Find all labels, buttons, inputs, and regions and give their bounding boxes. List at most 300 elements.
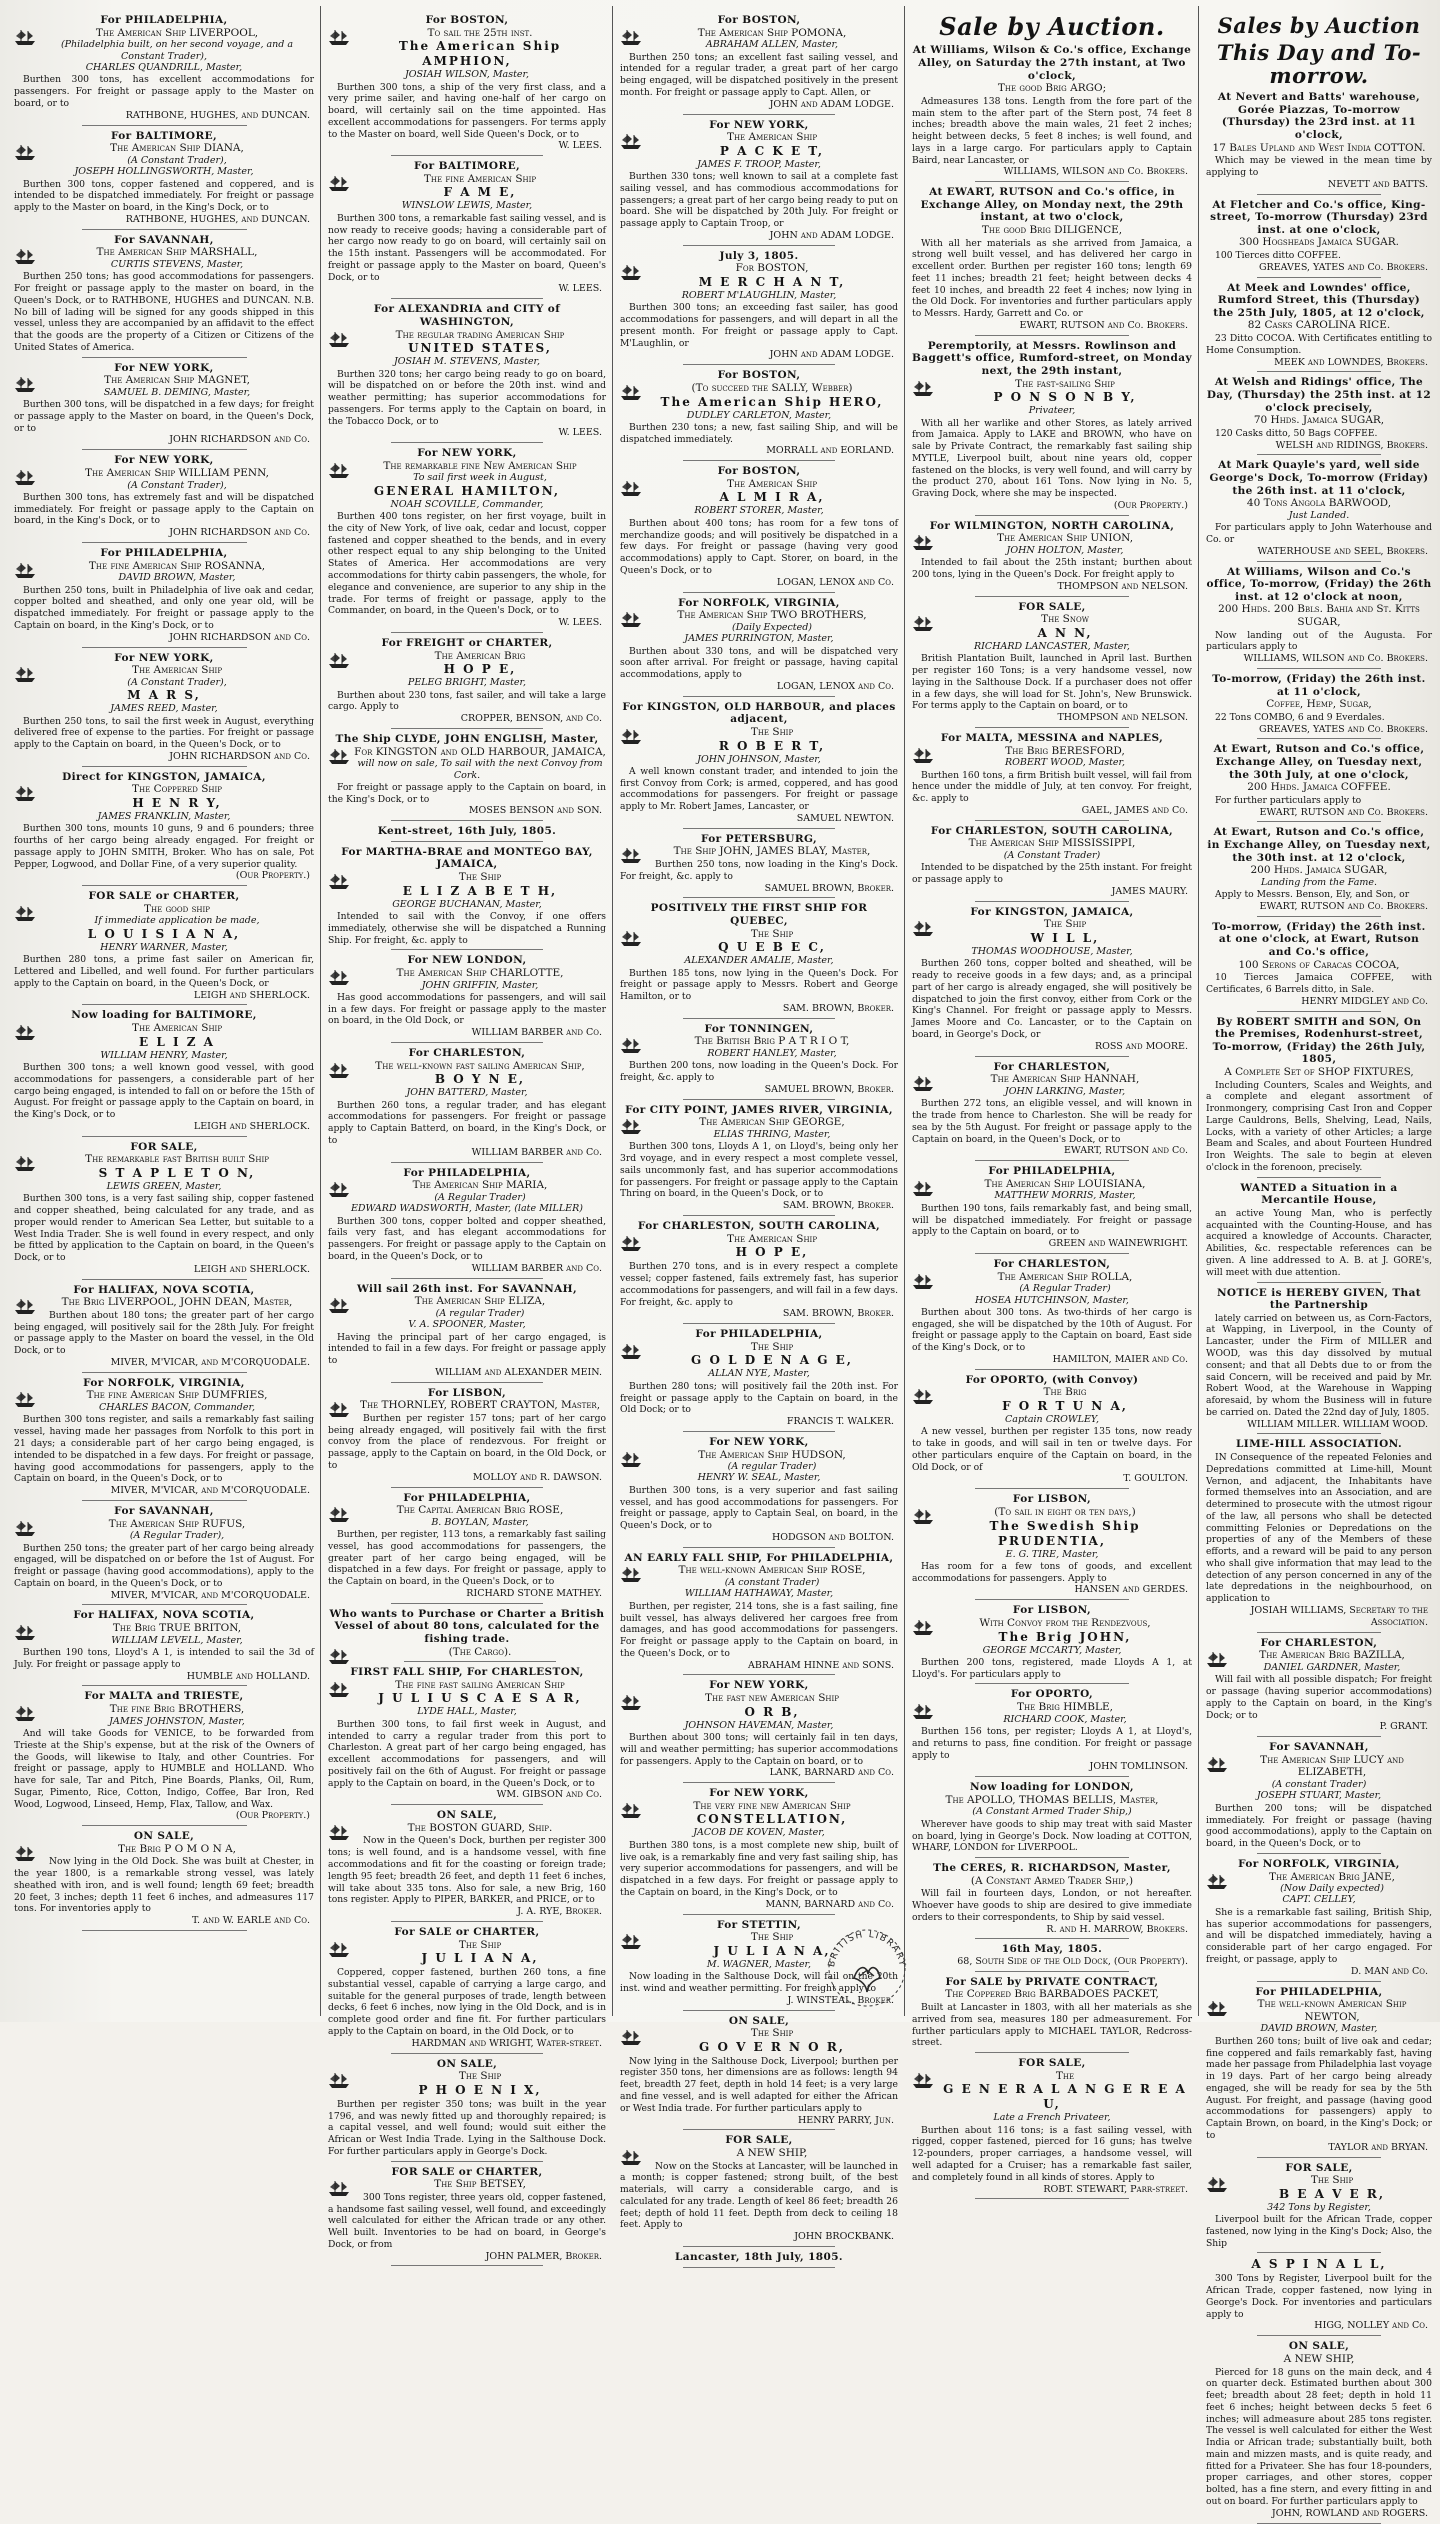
ad-divider	[975, 727, 1129, 728]
ad-heading: ON SALE,	[133, 1830, 195, 1843]
ad-vessel: 100 Serons of Caracas COCOA,	[1238, 958, 1400, 971]
advertisement	[912, 1781, 1192, 1858]
ad-heading: For BOSTON,	[717, 14, 801, 26]
ad-vessel: The American Ship GEORGE,	[699, 1116, 845, 1129]
ad-divider	[391, 949, 544, 950]
ad-vessel: The American Ship TWO BROTHERS,	[677, 609, 867, 622]
ship-icon	[912, 1180, 934, 1197]
ad-heading: For OPORTO,	[1010, 1688, 1094, 1701]
ad-body-text: an active Young Man, who is perfectly acquainted with the Counting-House, and has acquired a knowledge of Accounts. Character, Abilities, &c. respectable references can be given. A line addressed to A. B. at J. GORE's, will meet with due attention.	[1206, 1207, 1432, 1278]
column-rule	[320, 6, 321, 2016]
ad-divider	[1257, 668, 1381, 669]
advertisement	[1206, 1637, 1432, 1738]
ad-vessel: The Ship	[1043, 918, 1087, 931]
ad-master-line: GEORGE BUCHANAN, Master,	[392, 898, 542, 910]
advertisement	[1206, 743, 1432, 822]
ad-body-text: Burthen 250 tons, built in Philadelphia of live oak and cedar, copper bolted and sheathed, and only one year old, will be dispatched immediately. For freight or passage apply to the Captain on board, in the King's Dock, or to	[14, 584, 314, 631]
ad-heading: For SALE or CHARTER,	[394, 1925, 540, 1938]
ship-icon	[1206, 1756, 1228, 1773]
ad-note: (Now Daily expected)	[1280, 1883, 1384, 1895]
ad-vessel: The American Ship MISSISSIPPI,	[968, 837, 1136, 850]
ad-body-text: Burthen about 330 tons, and will be dispatched very soon after arrival. For freight or passage, having capital accommodations, apply to	[620, 645, 898, 681]
ship-icon	[14, 469, 36, 486]
ad-signature: WILLIAM BARBER and Co.	[471, 1146, 602, 1158]
advertisement	[14, 890, 314, 1005]
ad-master-line: NOAH SCOVILLE, Commander,	[390, 498, 544, 510]
ad-signature: LOGAN, LENOX and Co.	[776, 680, 894, 692]
ship-icon	[620, 133, 642, 150]
ad-heading: For CHARLESTON, SOUTH CAROLINA,	[637, 1220, 881, 1233]
ad-vessel: The American Ship MARSHALL,	[96, 246, 258, 259]
ad-signature: EWART, RUTSON and Co. Brokers.	[1259, 900, 1428, 912]
ad-master-line: ROBERT M'LAUGHLIN, Master,	[681, 289, 837, 301]
ship-icon	[620, 1802, 642, 1819]
ad-vessel: The American Ship	[131, 1022, 223, 1035]
ad-heading: FOR SALE or CHARTER,	[391, 2165, 543, 2178]
ad-body-text: 300 Tons by Register, Liverpool built for the African Trade, copper fastened, now lying in George's Dock. For inventories and particulars apply to	[1206, 2273, 1432, 2320]
ad-body-text: Burthen 300 tons, is a very fast sailing ship, copper fastened and copper sheathed, being calculated for any trade, and as proper would render to American Sea Letter, but suitable to a West India Trader. She is well found in every respect, and only be fitted by application to the Captain on board, in the Queen's Dock, or to	[14, 1193, 314, 1264]
ad-body-text: Burthen per register 350 tons; was built in the year 1796, and was newly fitted up and thoroughly repaired; is a capital vessel, and well found; would suit either the African or West India Trade. Lying in the Salthouse Dock. For further particulars apply in George's Dock.	[328, 2098, 606, 2157]
ad-heading: Now loading for BALTIMORE,	[71, 1009, 257, 1022]
ad-vessel-name: W I L L,	[1030, 931, 1100, 946]
ad-divider	[391, 632, 544, 633]
ship-icon	[328, 1062, 350, 1079]
ad-vessel: The fast-sailing Ship	[1015, 377, 1115, 390]
ad-vessel: Coffee, Hemp, Sugar,	[1266, 698, 1372, 711]
ad-divider	[391, 442, 544, 443]
advertisement	[620, 119, 898, 246]
ad-divider	[82, 542, 247, 543]
ad-divider	[391, 820, 544, 821]
ad-vessel: 200 Hhds. 200 Bbls. Bahia and St. Kitts SUGAR,	[1218, 603, 1420, 629]
advertisement	[912, 1688, 1192, 1777]
ad-heading: For NEW YORK,	[114, 454, 214, 467]
ad-divider	[683, 1674, 836, 1675]
ad-heading: For PHILADELPHIA,	[695, 1328, 823, 1341]
advertisement	[1206, 376, 1432, 455]
ad-heading: For PHILADELPHIA,	[1255, 1985, 1383, 1998]
advertisement	[14, 362, 314, 451]
ad-vessel: The Ship JOHN, JAMES BLAY, Master,	[673, 845, 871, 858]
ad-master-line: PELEG BRIGHT, Master,	[407, 677, 527, 689]
ad-vessel: The fine American Ship	[423, 172, 537, 185]
ad-heading: At Nevert and Batts' warehouse, Gorée Piazzas, To-morrow (Thursday) the 23rd inst. at 11 o'clock,	[1217, 91, 1421, 142]
ad-note: (A Constant Trader),	[127, 676, 227, 688]
ad-body-text: Burthen about 116 tons; is a fast sailing vessel, with rigged, copper fastened, pierced for 16 guns; has twelve 12-pounders, proper carriages, a handsome vessel, will well adapted for a Cruiser; has a remarkable fast sailer, and completely found in all kinds of stores. Apply to	[912, 2124, 1192, 2183]
ad-vessel: The good ship	[144, 902, 210, 915]
ship-icon	[14, 1024, 36, 1041]
advertisement	[14, 1377, 314, 1501]
ad-divider	[683, 1323, 836, 1324]
ad-heading: For MARTHA-BRAE and MONTEGO BAY, JAMAICA,	[341, 845, 593, 871]
ship-icon	[1206, 2176, 1228, 2193]
ad-divider	[1257, 2252, 1381, 2253]
advertisement	[14, 771, 314, 887]
ad-heading: By ROBERT SMITH and SON, On the Premises, Rodenhurst-street, To-morrow, (Friday) the 26th July, 1805,	[1212, 1015, 1426, 1066]
ad-signature: EWART, RUTSON and Co. Brokers.	[1019, 319, 1188, 331]
ad-body-text: For particulars apply to John Waterhouse and Co. or	[1206, 522, 1432, 545]
ad-signature: WILLIAMS, WILSON and Co. Brokers.	[1003, 166, 1188, 178]
ad-signature: WATERHOUSE and SEEL, Brokers.	[1257, 545, 1428, 557]
ad-divider	[82, 1930, 247, 1931]
ship-icon	[620, 1118, 642, 1135]
ad-body-text: Burthen 260 tons; built of live oak and cedar; fine coppered and fails remarkably fast, having made her passage from Philadelphia last voyage in 19 days. Part of her cargo being already engaged, she will be ready for sea by the 5th August. For freight, and passage (having good accommodations for passengers) apply to Captain Brown, on board, in the King's Dock; or to	[1206, 2035, 1432, 2141]
ad-divider	[975, 596, 1129, 597]
ad-body-text: Will fail with all possible dispatch; For freight or passage (having superior accommodations) apply to the Captain on board, in the King's Dock; or to	[1206, 1674, 1432, 1721]
ad-body-text: 120 Casks ditto, 50 Bags COFFEE.	[1215, 427, 1378, 439]
advertisement	[328, 1926, 606, 2054]
ad-divider	[391, 155, 544, 156]
ad-heading: 16th May, 1805.	[1001, 1943, 1103, 1956]
ad-vessel: The American Ship LIVERPOOL,	[95, 26, 259, 39]
ad-vessel: The	[1055, 2069, 1075, 2082]
ad-body-text: Burthen 272 tons, an eligible vessel, and will known in the trade from hence to Charleston. She will be ready for sea by the 5th August. For freight or passage apply to the Captain on board, in the Queen's Dock, or to	[912, 1098, 1192, 1145]
advertisement	[14, 1505, 314, 1606]
ad-vessel: The British Brig P A T R I O T,	[694, 1035, 850, 1048]
ship-icon	[620, 264, 642, 281]
advertisement	[328, 846, 606, 950]
ad-vessel-name: UNITED STATES,	[408, 341, 552, 356]
ad-vessel: The American Ship LOUISIANA,	[984, 1177, 1146, 1190]
ad-vessel: The Ship	[458, 871, 502, 884]
ad-divider	[683, 1215, 836, 1216]
ad-vessel: The American Ship RUFUS,	[108, 1517, 246, 1530]
ad-heading: ON SALE,	[436, 2057, 498, 2070]
ad-signature: JOHN PALMER, Broker.	[485, 2250, 602, 2262]
ad-master-line: WILLIAM LEVELL, Master,	[111, 1634, 243, 1646]
ad-vessel-name: J U L I A N A,	[713, 1943, 831, 1958]
advertisement	[1206, 2162, 1432, 2254]
advertisement	[14, 1141, 314, 1280]
ad-heading: For WILMINGTON, NORTH CAROLINA,	[929, 519, 1175, 532]
ad-signature: WILLIAM MILLER. WILLIAM WOOD.	[1247, 1418, 1428, 1430]
advertisement	[912, 906, 1192, 1057]
ad-divider	[683, 1018, 836, 1019]
ad-master-line: JAMES JOHNSTON, Master,	[109, 1715, 245, 1727]
ad-heading: FOR SALE,	[130, 1140, 198, 1153]
ad-signature: JOHN RICHARDSON and Co.	[169, 750, 310, 762]
ship-icon	[620, 1037, 642, 1054]
ad-vessel-name: G O V E R N O R,	[699, 2039, 845, 2054]
ad-note: (A constant Trader)	[724, 1577, 820, 1588]
ship-icon	[14, 248, 36, 265]
ad-signature: HANSEN and GERDES.	[1074, 1584, 1188, 1596]
ad-body-text: With all her materials as she arrived from Jamaica, a strong well built vessel, and has delivered her cargo in excellent order. Burthen per register 160 tons; length 69 feet 11 inches; breadth 21 feet; height between decks 4 feet 10 inches, and breadth 22 feet 4 inches; now lying in the Old Dock. For inventories and further particulars apply to Messrs. Hardy, Garrett and Co. or	[912, 237, 1192, 320]
ad-divider	[82, 357, 247, 358]
ad-signature: WILLIAMS, WILSON and Co. Brokers.	[1243, 653, 1428, 665]
ad-divider	[683, 114, 836, 115]
ad-signature: RICHARD STONE MATHEY.	[466, 1587, 602, 1599]
ad-body-text: Burthen 300 tons, Lloyds A 1, on Lloyd's, being only her 3rd voyage, and in every respect a most complete vessel, sails uncommonly fast, and has superior accommodations for passengers. For freight or passage apply to the Captain Thring on board, in the Queen's Dock, or to	[620, 1141, 898, 1200]
ad-master-line: JOHN LARKING, Master,	[1004, 1085, 1126, 1097]
ad-note: Landing from the Fame.	[1260, 876, 1378, 888]
ad-divider	[683, 460, 836, 461]
ad-vessel-name: A L M I R A,	[719, 490, 825, 505]
advertisement	[912, 1976, 1192, 2053]
ad-heading: For SAVANNAH,	[1269, 1741, 1369, 1754]
ad-heading: ON SALE,	[728, 2014, 790, 2027]
ad-body-text: Has room for a few tons of goods, and excellent accommodations for passengers. Apply to	[912, 1560, 1192, 1584]
ad-heading: To-morrow, (Friday) the 26th inst. at one o'clock, at Ewart, Rutson and Co.'s office,	[1212, 920, 1426, 959]
ad-divider	[1257, 1981, 1381, 1982]
ad-body-text: Burthen 300 tons, a ship of the very first class, and a very prime sailer, and having one-half of her cargo on board, will certainly sail on the time appointed. Has excellent accommodations for passengers. For terms apply to the Master on board, well Side Queen's Dock, or to	[328, 81, 606, 140]
advertisement	[912, 1943, 1192, 1971]
ship-icon	[620, 1933, 642, 1950]
ad-signature: JOHN and ADAM LODGE.	[769, 349, 894, 361]
ship-icon	[620, 1694, 642, 1711]
advertisement	[328, 1387, 606, 1488]
ad-body-text: Burthen 280 tons, a prime fast sailer on American fir, Lettered and Libelled, and well found. For further particulars apply to the Captain on board, in the Queen's Dock, or	[14, 954, 314, 989]
ad-divider	[683, 2129, 836, 2130]
ad-vessel: The fine American Ship ROSANNA,	[88, 559, 266, 572]
ad-heading: At Ewart, Rutson and Co.'s office, Exchange Alley, on Tuesday next, the 30th July, at one o'clock,	[1213, 743, 1425, 781]
ad-heading: For CITY POINT, JAMES RIVER, VIRGINIA,	[625, 1103, 893, 1116]
ad-body-text: Burthen 330 tons; well known to sail at a complete fast sailing vessel, and has commodious accommodations for passengers; a great part of her cargo being ready to put on board. She will be dispatched by 20th July. For freight or passage apply to Captain Troop, or	[620, 171, 898, 230]
ad-divider	[82, 1825, 247, 1826]
ad-note: (Daily Expected)	[732, 621, 812, 633]
ad-heading: For CHARLESTON,	[408, 1047, 526, 1060]
ad-heading: For NEW LONDON,	[407, 954, 527, 967]
ad-signature: JOHN TOMLINSON.	[1089, 1761, 1188, 1773]
ad-divider	[82, 1372, 247, 1373]
ship-icon	[328, 1681, 350, 1698]
ad-divider	[683, 2010, 836, 2011]
advertisement	[1206, 199, 1432, 278]
ad-divider	[1257, 738, 1381, 739]
ad-vessel: A NEW SHIP,	[736, 2146, 808, 2159]
ad-divider	[391, 2053, 544, 2054]
ad-vessel: 40 Tons Angola BARWOOD,	[1246, 497, 1392, 510]
ad-divider	[975, 1056, 1129, 1057]
ad-body-text: Burthen 200 tons, now loading in the Queen's Dock. For freight, &c. apply to	[620, 1060, 898, 1084]
ad-signature: RATHBONE, HUGHES, and DUNCAN.	[125, 213, 310, 225]
ad-heading: LIME-HILL ASSOCIATION.	[1235, 1438, 1403, 1451]
ad-body-text: Burthen 300 tons, has extremely fast and will be dispatched immediately. For freight or passage apply to the Captain on board, in the King's Dock, or to	[14, 491, 314, 527]
ad-heading: For SAVANNAH,	[114, 233, 214, 246]
ad-divider	[975, 1857, 1129, 1858]
ad-signature: T. and W. EARLE and Co.	[192, 1915, 310, 1927]
ad-heading: For BALTIMORE,	[413, 160, 521, 173]
ad-signature: FRANCIS T. WALKER.	[786, 1416, 894, 1428]
ad-heading: For SAVANNAH,	[114, 1504, 214, 1517]
ad-vessel: The well-known fast sailing American Ship,	[375, 1059, 585, 1072]
ad-vessel-name: M E R C H A N T,	[698, 274, 846, 289]
ad-signature: RATHBONE, HUGHES, and DUNCAN.	[125, 109, 310, 121]
ship-icon	[328, 1401, 350, 1418]
ship-icon	[620, 611, 642, 628]
ad-note: (A constant Trader)	[1271, 1779, 1367, 1791]
ad-heading: For PETERSBURG,	[700, 832, 818, 845]
ad-signature: LEIGH and SHERLOCK.	[193, 1263, 310, 1275]
ad-master-line: JOHN JOHNSON, Master,	[697, 753, 821, 765]
advertisement	[1206, 566, 1432, 669]
column-3	[614, 14, 904, 2264]
ad-vessel: With Convoy from the Rendezvous,	[979, 1616, 1151, 1629]
ad-body-text: Having the principal part of her cargo engaged, is intended to fail in a few days. For freight or passage apply to	[328, 1331, 606, 1367]
ad-body-text: A well known constant trader, and intended to join the first Convoy from Cork; is armed, coppered, and has good accommodations for passengers. For freight or passage apply to Mr. Robert James, Lancaster, or	[620, 765, 898, 813]
ad-master-line: DANIEL GARDNER, Master,	[1263, 1661, 1401, 1673]
ad-body-text: Burthen 380 tons, is a most complete new ship, built of live oak, is a remarkably fine and very fast sailing ship, has very superior accommodations for passengers, and will be dispatched in a few days. For freight or passage apply to the Captain on board, in the King's Dock, or to	[620, 1839, 898, 1898]
ad-body-text: Burthen 250 tons; the greater part of her cargo being already engaged, will be dispatched on or before the 1st of August. For freight or passage (having good accommodations), apply to the Captain on board, in the Queen's Dock, or to	[14, 1542, 314, 1589]
advertisement	[14, 454, 314, 543]
ad-divider	[1257, 1736, 1381, 1737]
ship-icon	[912, 747, 934, 764]
ad-master-line: JAMES REED, Master,	[110, 703, 218, 715]
ship-icon	[620, 29, 642, 46]
ad-heading: For PHILADELPHIA,	[403, 1491, 531, 1504]
ad-vessel: The American Ship POMONA,	[697, 26, 847, 39]
ad-master-line: DUDLEY CARLETON, Master,	[686, 409, 832, 421]
advertisement	[912, 1862, 1192, 1939]
advertisement	[1206, 2257, 1432, 2336]
ad-heading: Who wants to Purchase or Charter a British Vessel of about 80 tons, calculated for the fishing trade.	[329, 1607, 605, 1646]
ad-heading: AN EARLY FALL SHIP, For PHILADELPHIA,	[624, 1551, 894, 1564]
ship-icon	[620, 2029, 642, 2046]
ad-body-text: Burthen 156 tons, per register; Lloyds A 1, at Lloyd's, and returns to pass, fine condition. For freight or passage apply to	[912, 1726, 1192, 1761]
ad-vessel: The Brig LIVERPOOL, JOHN DEAN, Master,	[61, 1296, 293, 1309]
ad-divider	[975, 1776, 1129, 1777]
ad-divider	[82, 885, 247, 886]
ad-signature: JAMES MAURY.	[1111, 885, 1188, 897]
ad-master-line: M. WAGNER, Master,	[706, 1958, 812, 1970]
ship-icon	[14, 1845, 36, 1862]
advertisement	[1206, 1182, 1432, 1283]
ad-heading: For PHILADELPHIA,	[100, 547, 228, 560]
svg-text:BRITISH LIBRARY	[827, 1930, 907, 1968]
ad-body-text: For further particulars apply to	[1215, 794, 1362, 806]
ad-body-text: Built at Lancaster in 1803, with all her materials as she arrived from sea, measures 180 per admeasurement. For further particulars apply to MICHAEL TAYLOR, Redcross-street.	[912, 2002, 1192, 2049]
ad-body-text: Now lying in the Salthouse Dock, Liverpool; burthen per register 350 tons, her dimensions are as follows: length 94 feet, breadth 27 feet, depth in hold 14 feet; is a very large and fine vessel, and is well adapted for either the African or West India trade. For further particulars apply to	[620, 2055, 898, 2114]
ad-heading: For NORFOLK, VIRGINIA,	[678, 596, 840, 609]
ad-heading: FOR SALE,	[725, 2134, 793, 2147]
ad-master-line: ELIAS THRING, Master,	[713, 1128, 831, 1140]
ad-divider	[975, 1971, 1129, 1972]
ad-divider	[1257, 454, 1381, 455]
ad-note: (A Constant Trader),	[127, 154, 227, 166]
ad-master-line: WINSLOW LEWIS, Master,	[401, 200, 533, 212]
ad-master-line: WILLIAM HENRY, Master,	[100, 1049, 228, 1061]
ad-note: (A Regular Trader)	[434, 1191, 526, 1203]
ad-signature: LEIGH and SHERLOCK.	[193, 989, 310, 1001]
ship-icon	[328, 652, 350, 669]
ad-signature: P. GRANT.	[1379, 1721, 1428, 1733]
ad-heading: For PHILADELPHIA,	[403, 1166, 531, 1179]
ad-heading: At Ewart, Rutson and Co.'s office, in Exchange Alley, on Tuesday next, the 30th inst. at 12 o'clock,	[1207, 826, 1431, 864]
advertisement	[14, 1284, 314, 1373]
advertisement	[1206, 2340, 1432, 2523]
ship-icon	[912, 920, 934, 937]
ship-icon	[912, 2072, 934, 2089]
advertisement	[912, 1493, 1192, 1600]
ad-body-text: Burthen 260 tons, a regular trader, and has elegant accommodations for passengers. For freight or passage apply to Captain Batterd, on board, in the King's Dock, or to	[328, 1099, 606, 1146]
ad-master-line: DAVID BROWN, Master,	[118, 572, 236, 584]
ad-signature: MANN, BARNARD and Co.	[765, 1898, 894, 1910]
ad-body-text: Burthen 250 tons; an excellent fast sailing vessel, and intended for a regular trader, a great part of her cargo being engaged, will be dispatched positively in the present month. For freight or passage apply to Capt. Allen, or	[620, 51, 898, 98]
ad-vessel: 70 Hhds. Jamaica SUGAR,	[1253, 414, 1385, 427]
ad-body-text: Burthen 250 tons, now loading in the King's Dock. For freight, &c. apply to	[620, 859, 898, 882]
ship-icon	[14, 666, 36, 683]
ship-icon	[620, 480, 642, 497]
ship-icon	[620, 1566, 642, 1583]
ship-icon	[912, 1388, 934, 1405]
ad-vessel: The American Ship HANNAH,	[990, 1073, 1140, 1086]
ad-divider	[391, 841, 544, 842]
ad-vessel-name: CONSTELLATION,	[696, 1812, 848, 1827]
advertisement	[1206, 1016, 1432, 1178]
ad-heading: Kent-street, 16th July, 1805.	[377, 825, 557, 838]
ad-body-text: With all her warlike and other Stores, as lately arrived from Jamaica. Apply to LAKE and BROWN, who have on sale by Private Contract, the remarkably fast sailing ship MYTLE, Liverpool built, about nine years old, copper fastened on the blocks, is very well found, and will carry by the product 270, about 161 Tons. Now lying in No. 5, Graving Dock, where she may be inspected.	[912, 417, 1192, 500]
ship-icon	[912, 615, 934, 632]
ad-signature: ROBT. STEWART, Parr-street.	[1043, 2183, 1188, 2195]
ad-signature: JOHN RICHARDSON and Co.	[169, 434, 310, 446]
ad-vessel: The Brig	[1043, 1386, 1087, 1399]
ad-divider	[1257, 561, 1381, 562]
ad-heading: At Mark Quayle's yard, well side George's Dock, To-morrow (Friday) the 26th inst. at 11 o'clock,	[1209, 459, 1429, 497]
ad-divider	[683, 1431, 836, 1432]
ad-heading: For LISBON,	[1012, 1493, 1092, 1506]
ad-body-text: Burthen 190 tons, Lloyd's A 1, is intended to sail the 3d of July. For freight or passage apply to	[14, 1647, 314, 1670]
ad-signature: (Our Property.)	[1113, 499, 1188, 511]
ad-heading: At Williams, Wilson & Co.'s office, Exchange Alley, on Saturday the 27th instant, at Two o'clock,	[912, 44, 1192, 82]
advertisement	[620, 1552, 898, 1676]
advertisement	[328, 637, 606, 729]
ad-master-line: 342 Tons by Register,	[1267, 2201, 1371, 2213]
ad-divider	[683, 1099, 836, 1100]
ship-icon	[912, 1619, 934, 1636]
ship-icon	[14, 1520, 36, 1537]
ad-body-text: Burthen 250 tons; has good accommodations for passengers. For freight or passage apply to the master on board, in the Queen's Dock, or to RATHBONE, HUGHES and DUNCAN. N.B. No bill of lading will be signed for any goods shipped in this vessel, unless they are accompanied by an affidavit to the effect that the goods are the property of a Citizen or Citizens of the United States of America.	[14, 271, 314, 353]
ad-vessel: The American Ship LUCY and ELIZABETH,	[1260, 1753, 1404, 1779]
ad-master-line: ALEXANDER AMALIE, Master,	[684, 955, 834, 967]
ad-divider	[683, 364, 836, 365]
ad-vessel: 200 Hhds. Jamaica SUGAR,	[1250, 864, 1388, 877]
ad-body-text: Burthen 280 tons; will positively fail the 20th inst. For freight or passage apply to the Captain on board, in the Old Dock; or to	[620, 1380, 898, 1416]
ad-heading: FOR SALE,	[1018, 2057, 1086, 2070]
ad-vessel-name: H O P E,	[443, 662, 517, 677]
ship-icon	[14, 1705, 36, 1722]
ad-note: (A regular Trader)	[435, 1307, 525, 1319]
ad-body-text: Now on the Stocks at Lancaster, will be launched in a month; is copper fastened; strong built, of the best materials, will carry a considerable cargo, and is calculated for any trade. Length of keel 86 feet; breadth 26 feet; depth of hold 11 feet. Depth from deck to ceiling 18 feet. Apply to	[620, 2160, 898, 2231]
ad-signature: SAM. BROWN, Broker.	[782, 1200, 894, 1212]
ad-divider	[1257, 277, 1381, 278]
advertisement	[1206, 1287, 1432, 1435]
ad-body-text: A new vessel, burthen per register 135 tons, now ready to take in goods, and will sail in ten or twelve days. For other particulars enquire of the Captain on board, in the Old Dock, or of	[912, 1426, 1192, 1473]
advertisement	[620, 1104, 898, 1216]
advertisement	[1206, 282, 1432, 373]
ship-icon	[620, 2149, 642, 2166]
ad-body-text: Burthen about 300 tons. As two-thirds of her cargo is engaged, she will be dispatched by the 10th of August. For freight or passage apply to the Captain on board, East side of the King's Dock, or to	[912, 1306, 1192, 1354]
ad-signature: TAYLOR and BRYAN.	[1328, 2141, 1428, 2153]
ad-body-text: British Plantation Built, launched in April last. Burthen per register 160 Tons; is a very handsome vessel, now laying in the Salthouse Dock. If a purchaser does not offer in a few days, she will load for St. John's, New Brunswick. For terms apply to the Captain on board, or to	[912, 653, 1192, 712]
advertisement	[14, 1009, 314, 1136]
ad-heading: FOR SALE,	[1285, 2161, 1353, 2174]
ad-body-text: Coppered, copper fastened, burthen 260 tons, a fine substantial vessel, capable of carrying a large cargo, and suitable for the general purposes of trade, length between decks, 6 feet 6 inches, now lying in the Old Dock, and is in complete good order and fine fit. For further particulars apply to the Captain on board, in the Old Dock, or to	[328, 1967, 606, 2037]
ad-master-line: THOMAS WOODHOUSE, Master,	[971, 946, 1133, 958]
ship-icon	[620, 1343, 642, 1360]
ad-body-text: 300 Tons register, three years old, copper fastened, a handsome fast sailing vessel, well found, and exceedingly well calculated for either the African trade or any other. Well built. Inventories to be had on board, in George's Dock, or from	[328, 2191, 606, 2250]
ad-vessel: The American Ship	[726, 1232, 818, 1245]
ad-signature: LEIGH and SHERLOCK.	[193, 1120, 310, 1132]
ad-signature: SAMUEL BROWN, Broker.	[764, 1083, 894, 1095]
ad-vessel: The Ship	[750, 1931, 794, 1944]
advertisement	[912, 1061, 1192, 1162]
ad-heading: For KINGSTON, JAMAICA,	[970, 905, 1134, 918]
ship-icon	[620, 728, 642, 745]
ad-body-text: Burthen 260 tons, copper bolted and sheathed, will be ready to receive goods in a few days; and, as a principal part of her cargo is already engaged, she will positively be dispatched to join the first convoy, either from Cork or the King's Channel. For freight or passage apply to Messrs. James Moore and Co. Lancaster, or to the Captain on board, in George's Dock, or	[912, 958, 1192, 1041]
ad-vessel: (A Constant Armed Trader Ship,)	[970, 1874, 1134, 1887]
ad-divider	[683, 1782, 836, 1783]
ad-signature: J. WINSTEAL, Broker.	[787, 1994, 894, 2006]
